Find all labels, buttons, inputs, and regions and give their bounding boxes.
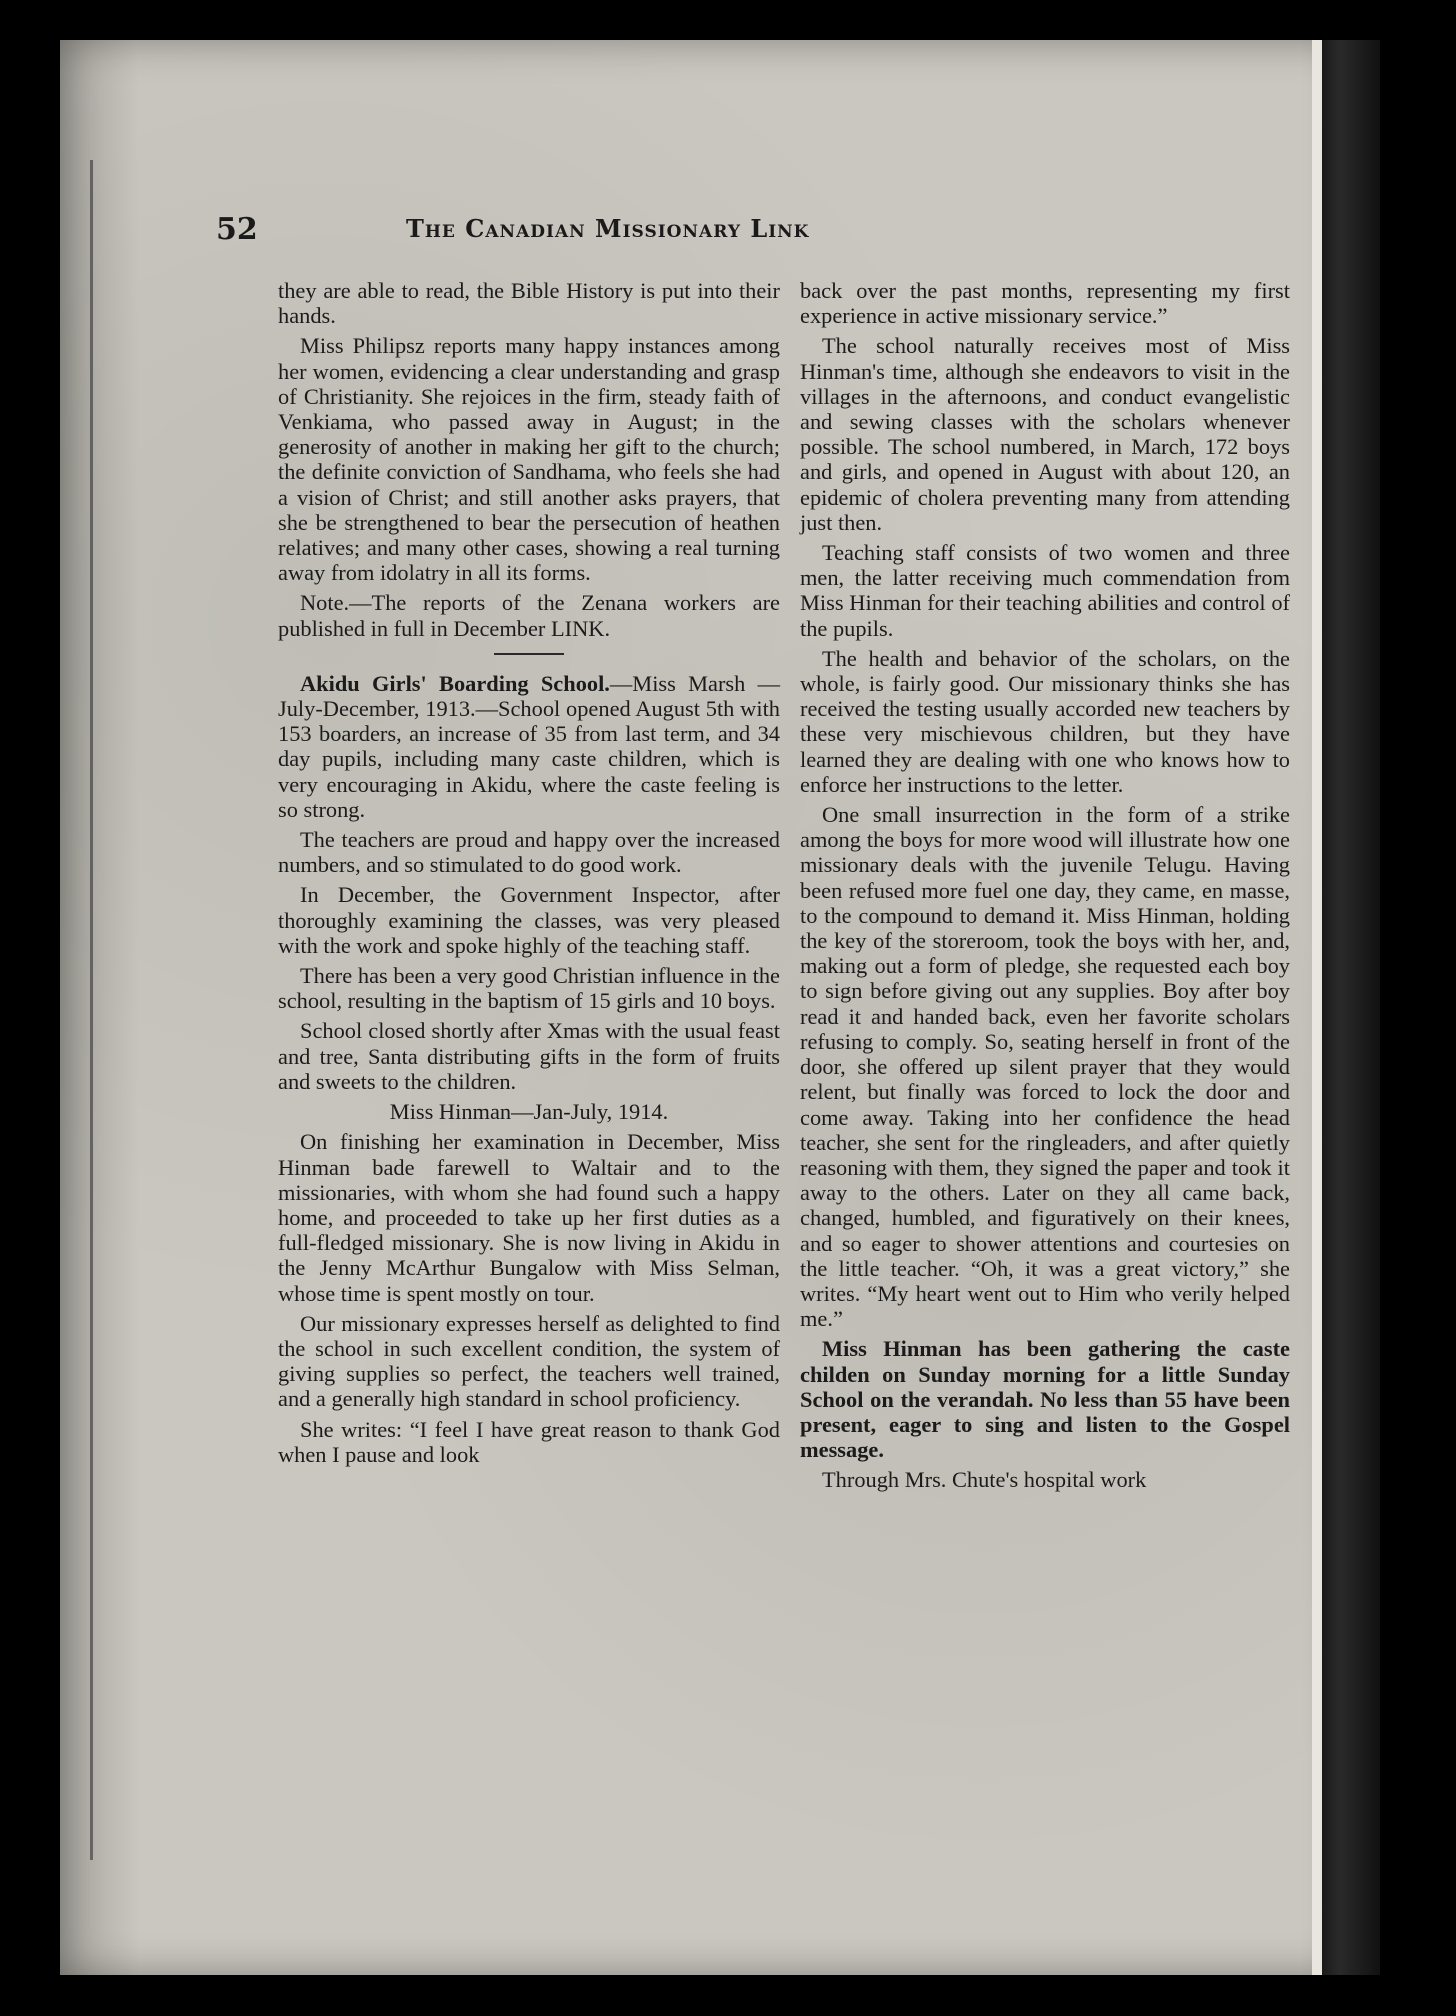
adjacent-page-shadow bbox=[1322, 40, 1380, 1975]
binding-gutter bbox=[90, 160, 93, 1860]
right-paragraph-3: Teaching staff consists of two women and three men, the latter receiving much commendation from Miss Hinman for their teaching abilities and control of the pupils. bbox=[800, 540, 1290, 641]
right-paragraph-6: Miss Hinman has been gathering the caste childen on Sunday morning for a little Sunday School on the verandah. No less than 55 have been present, eager to sing and listen to the Gospel message. bbox=[800, 1336, 1290, 1463]
left-paragraph-2: Miss Philipsz reports many happy instances among her women, evidencing a clear understanding and grasp of Christianity. She rejoices in the firm, steady faith of Venkiama, who passed away in August; in the generosity of another in making her gift to the church; the definite conviction of Sandhama, who feels she had a vision of Christ; and still another asks prayers, that she be strengthened to bear the persecution of heathen relatives; and many other cases, showing a real turning away from idolatry in all its forms. bbox=[278, 333, 780, 586]
left-paragraph-11: Our missionary expresses herself as delighted to find the school in such excellent condition, the system of giving supplies so perfect, the teachers well trained, and a generally high standard in school proficiency. bbox=[278, 1310, 780, 1412]
right-paragraph-2: The school naturally receives most of Miss Hinman's time, although she endeavors to visit in the villages in the afternoons, and conduct evangelistic and sewing classes with the scholars whenever possible. The school numbered, in March, 172 boys and girls, and opened in August with about 120, an epidemic of cholera preventing many from attending just then. bbox=[800, 333, 1290, 535]
left-paragraph-4 bbox=[278, 671, 780, 822]
right-paragraph-1: back over the past months, representing my first experience in active missionary service.” bbox=[800, 278, 1290, 329]
section-intro-text: —Miss Marsh — July-December, 1913.—School opened August 5th with 153 boarders, an increase of 35 from last term, and 34 day pupils, including many caste children, which is very encouraging in Akidu, where the caste feeling is so strong. bbox=[278, 670, 780, 822]
left-paragraph-1: they are able to read, the Bible History is put into their hands. bbox=[278, 278, 780, 329]
left-paragraph-10: On finishing her examination in December, Miss Hinman bade farewell to Waltair and to the missionaries, with whom she had found such a happy home, and proceeded to take up her first duties as a full-fledged missionary. She is now living in Akidu in the Jenny McArthur Bungalow with Miss Selman, whose time is spent mostly on tour. bbox=[278, 1129, 780, 1306]
section-divider bbox=[494, 653, 564, 655]
page-edge bbox=[1312, 40, 1322, 1975]
right-paragraph-4: The health and behavior of the scholars, on the whole, is fairly good. Our missionary thinks she has received the testing usually accorded new teachers by these very mischievous children, but they have learned they are dealing with one who knows how to enforce her instructions to the letter. bbox=[800, 645, 1290, 797]
left-paragraph-8: School closed shortly after Xmas with the usual feast and tree, Santa distributing gifts in the form of fruits and sweets to the children. bbox=[278, 1018, 780, 1094]
left-paragraph-3: Note.—The reports of the Zenana workers are published in full in December LINK. bbox=[278, 590, 780, 641]
page-header bbox=[216, 212, 1016, 252]
left-column bbox=[278, 278, 780, 1472]
subsection-heading: Miss Hinman—Jan-July, 1914. bbox=[389, 1099, 669, 1125]
left-paragraph-12: She writes: “I feel I have great reason to thank God when I pause and look bbox=[278, 1416, 780, 1467]
right-column bbox=[800, 278, 1290, 1498]
section-heading: Akidu Girls' Boarding School. bbox=[300, 670, 610, 696]
right-paragraph-7: Through Mrs. Chute's hospital work bbox=[822, 1467, 1147, 1493]
left-paragraph-7: There has been a very good Christian influence in the school, resulting in the baptism of 15 girls and 10 boys. bbox=[278, 963, 780, 1014]
left-paragraph-5: The teachers are proud and happy over the increased numbers, and so stimulated to do good work. bbox=[278, 827, 780, 878]
right-paragraph-5: One small insurrection in the form of a strike among the boys for more wood will illustrate how one missionary deals with the juvenile Telugu. Having been refused more fuel one day, they came, en masse, to the compound to demand it. Miss Hinman, holding the key of the storeroom, took the boys with her, and, making out a form of pledge, she requested each boy to sign before giving out any supplies. Boy after boy read it and handed back, even her favorite scholars refusing to comply. So, seating herself in front of the door, she offered up silent prayer that they would relent, but finally was forced to lock the door and come away. Taking into her confidence the head teacher, she sent for the ringleaders, and after quietly reasoning with them, they signed the paper and took it away to the others. Later on they all came back, changed, humbled, and figuratively on their knees, and so eager to shower attentions and courtesies on the little teacher. “Oh, it was a great victory,” she writes. “My heart went out to Him who verily helped me.” bbox=[800, 802, 1290, 1332]
page-number: 52 bbox=[216, 212, 258, 247]
running-title: The Canadian Missionary Link bbox=[406, 214, 810, 243]
left-paragraph-6: In December, the Government Inspector, after thoroughly examining the classes, was very pleased with the work and spoke highly of the teaching staff. bbox=[278, 882, 780, 958]
